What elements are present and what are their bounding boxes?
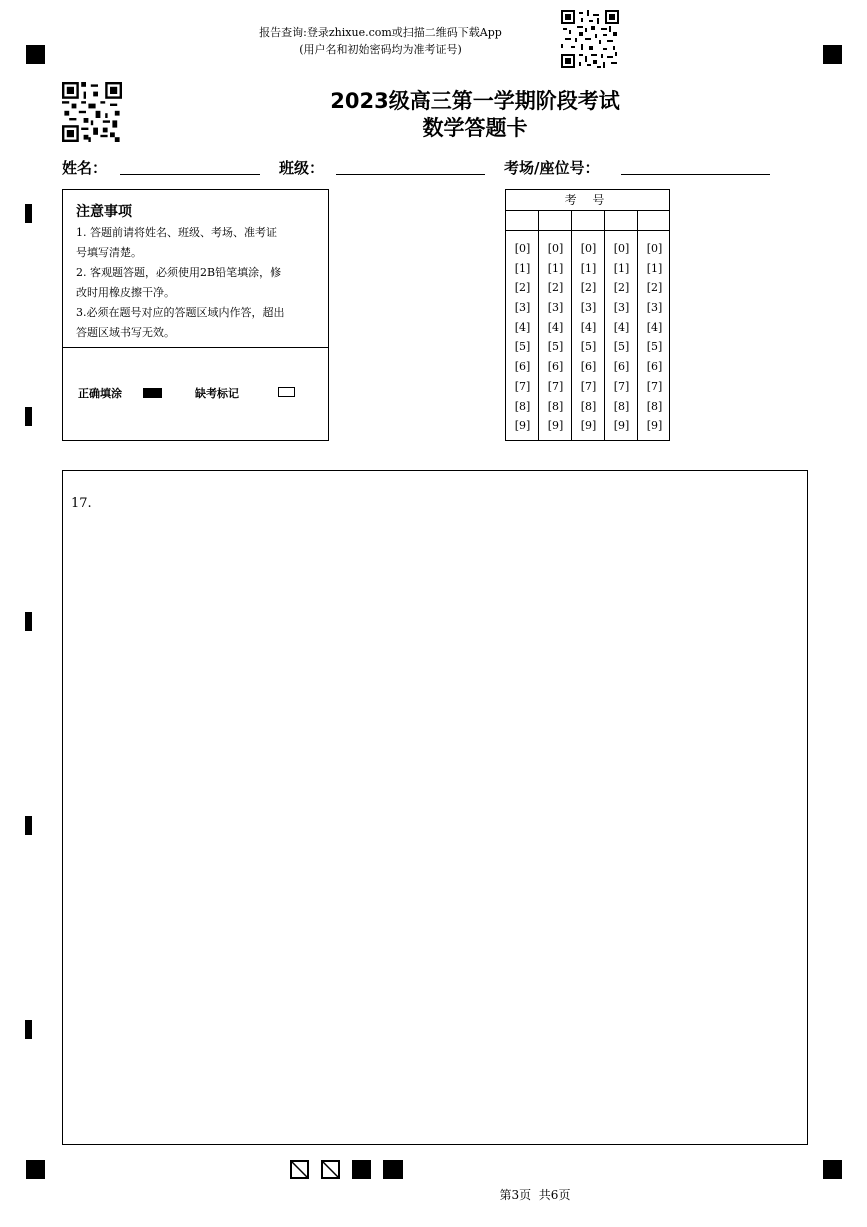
side-timing-mark xyxy=(25,816,32,835)
side-timing-mark xyxy=(25,204,32,223)
exam-id-bubble[interactable]: [9] xyxy=(646,419,663,433)
exam-id-bubble[interactable]: [1] xyxy=(514,261,531,275)
notice-line: 1. 答题前请将姓名、班级、考场、准考证 xyxy=(76,226,277,239)
exam-id-bubble[interactable]: [9] xyxy=(613,419,630,433)
exam-id-bubble[interactable]: [8] xyxy=(547,399,564,413)
notice-line: 号填写清楚。 xyxy=(76,246,142,259)
answer-sheet-title: 数学答题卡 xyxy=(422,116,528,140)
page-indicator: 第3页 共6页 xyxy=(499,1188,571,1202)
exam-id-bubble[interactable]: [9] xyxy=(580,419,597,433)
exam-id-entry-divider xyxy=(506,230,669,231)
exam-id-column xyxy=(572,239,605,436)
exam-id-bubble[interactable]: [3] xyxy=(580,301,597,315)
exam-id-bubble[interactable]: [4] xyxy=(514,320,531,334)
exam-id-bubble[interactable]: [1] xyxy=(547,261,564,275)
exam-id-bubble[interactable]: [6] xyxy=(514,360,531,374)
question-number: 17. xyxy=(71,496,92,511)
exam-id-bubble[interactable]: [9] xyxy=(514,419,531,433)
exam-id-bubble[interactable]: [0] xyxy=(514,242,531,255)
exam-id-bubble[interactable]: [0] xyxy=(646,242,663,255)
absent-label: 缺考标记 xyxy=(195,387,239,400)
exam-id-bubble[interactable]: [8] xyxy=(646,399,663,413)
notice-box xyxy=(62,189,329,441)
exam-id-bubble[interactable]: [3] xyxy=(547,301,564,315)
exam-id-bubble[interactable]: [2] xyxy=(580,281,597,295)
exam-id-bubble[interactable]: [2] xyxy=(613,281,630,295)
corner-mark-top-right xyxy=(823,45,842,64)
exam-id-bubble[interactable]: [3] xyxy=(514,301,531,315)
seat-field[interactable] xyxy=(621,174,770,175)
qr-code-icon xyxy=(561,10,619,68)
exam-id-bubble[interactable]: [5] xyxy=(514,340,531,354)
notice-line: 改时用橡皮擦干净。 xyxy=(76,286,175,299)
side-timing-mark xyxy=(25,612,32,631)
exam-id-bubble[interactable]: [4] xyxy=(646,320,663,334)
exam-id-bubble[interactable]: [8] xyxy=(514,399,531,413)
exam-id-column xyxy=(506,239,539,436)
exam-id-column xyxy=(638,239,671,436)
exam-id-bubble[interactable]: [3] xyxy=(613,301,630,315)
exam-id-bubble[interactable]: [1] xyxy=(580,261,597,275)
filled-box-mark xyxy=(383,1160,403,1179)
class-field[interactable] xyxy=(336,174,485,175)
answer-area[interactable] xyxy=(62,470,808,1145)
notice-line: 3.必须在题号对应的答题区域内作答，超出 xyxy=(76,306,285,319)
slash-box-icon xyxy=(321,1160,340,1179)
exam-id-bubble[interactable]: [6] xyxy=(646,360,663,374)
slash-box-icon xyxy=(290,1160,309,1179)
exam-id-bubble[interactable]: [7] xyxy=(514,379,531,393)
exam-id-bubble[interactable]: [5] xyxy=(580,340,597,354)
notice-title: 注意事项 xyxy=(76,204,132,220)
exam-id-bubble[interactable]: [5] xyxy=(613,340,630,354)
report-credentials-line: (用户名和初始密码均为准考证号) xyxy=(299,43,462,56)
notice-divider xyxy=(63,347,328,348)
exam-id-column xyxy=(539,239,572,436)
exam-id-bubble[interactable]: [4] xyxy=(547,320,564,334)
notice-line: 2. 客观题答题，必须使用2B铅笔填涂，修 xyxy=(76,266,282,279)
notice-line: 答题区域书写无效。 xyxy=(76,326,175,339)
exam-id-bubble[interactable]: [8] xyxy=(580,399,597,413)
side-timing-mark xyxy=(25,1020,32,1039)
exam-id-bubble[interactable]: [6] xyxy=(580,360,597,374)
exam-id-bubble[interactable]: [8] xyxy=(613,399,630,413)
exam-id-bubble[interactable]: [2] xyxy=(514,281,531,295)
exam-id-bubble[interactable]: [7] xyxy=(547,379,564,393)
exam-id-header: 考 号 xyxy=(564,193,611,207)
exam-id-bubble[interactable]: [7] xyxy=(646,379,663,393)
exam-id-bubble[interactable]: [1] xyxy=(613,261,630,275)
corner-mark-top-left xyxy=(26,45,45,64)
correct-fill-label: 正确填涂 xyxy=(78,387,122,400)
exam-id-bubble[interactable]: [2] xyxy=(547,281,564,295)
exam-id-header-divider xyxy=(506,210,669,211)
exam-id-column xyxy=(605,239,638,436)
side-timing-mark xyxy=(25,407,32,426)
correct-fill-sample-icon xyxy=(143,388,162,398)
notice-text xyxy=(76,223,321,343)
name-field[interactable] xyxy=(120,174,260,175)
filled-box-mark xyxy=(352,1160,371,1179)
class-label: 班级： xyxy=(279,159,325,177)
report-query-line: 报告查询:登录zhixue.com或扫描二维码下载App xyxy=(259,26,502,39)
exam-id-bubble[interactable]: [1] xyxy=(646,261,663,275)
exam-id-bubble[interactable]: [0] xyxy=(580,242,597,255)
exam-id-bubble[interactable]: [4] xyxy=(580,320,597,334)
qr-code-icon xyxy=(62,82,122,142)
exam-id-bubble[interactable]: [5] xyxy=(646,340,663,354)
exam-id-bubble[interactable]: [0] xyxy=(613,242,630,255)
exam-id-bubble[interactable]: [9] xyxy=(547,419,564,433)
corner-mark-bottom-left xyxy=(26,1160,45,1179)
exam-id-bubble[interactable]: [6] xyxy=(613,360,630,374)
exam-id-bubble[interactable]: [5] xyxy=(547,340,564,354)
exam-id-bubble[interactable]: [7] xyxy=(613,379,630,393)
exam-id-bubble[interactable]: [4] xyxy=(613,320,630,334)
exam-id-bubble[interactable]: [0] xyxy=(547,242,564,255)
absent-mark-checkbox[interactable] xyxy=(278,387,295,397)
name-label: 姓名： xyxy=(62,159,108,177)
exam-id-bubble[interactable]: [2] xyxy=(646,281,663,295)
exam-id-bubble[interactable]: [3] xyxy=(646,301,663,315)
seat-label: 考场/座位号： xyxy=(504,159,600,177)
exam-title: 2023级高三第一学期阶段考试 xyxy=(330,89,620,113)
corner-mark-bottom-right xyxy=(823,1160,842,1179)
exam-id-bubble[interactable]: [7] xyxy=(580,379,597,393)
exam-id-bubble[interactable]: [6] xyxy=(547,360,564,374)
exam-id-grid xyxy=(505,189,670,441)
